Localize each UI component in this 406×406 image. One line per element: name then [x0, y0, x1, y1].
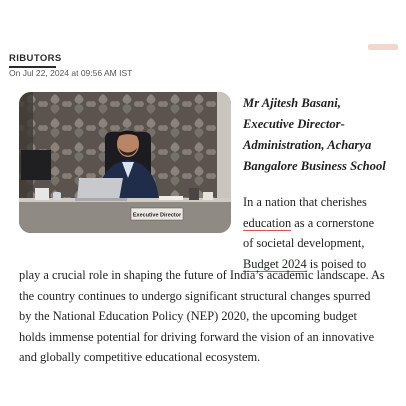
caption-line: Administration, Acharya	[243, 138, 372, 152]
paragraph-line: and globally competitive educational ecosystem.	[19, 350, 261, 364]
paragraph-line: play a crucial role in shaping the future of India’s academic landscape. As	[19, 268, 385, 282]
caption-line: Bangalore Business School	[243, 159, 386, 173]
article-body	[19, 265, 399, 368]
desk-nameplate: Executive Director	[132, 212, 182, 219]
article-photo	[19, 92, 231, 233]
article-intro	[243, 192, 398, 274]
header-decoration	[368, 44, 398, 50]
paragraph-line	[243, 233, 398, 254]
photo-caption	[243, 93, 393, 177]
education-link[interactable]: education	[243, 215, 292, 230]
publish-date: On Jul 22, 2024 at 09:56 AM IST	[9, 68, 133, 78]
paragraph-line: by the National Education Policy (NEP) 2020, the upcoming budget	[19, 309, 357, 323]
paragraph-line	[243, 213, 398, 234]
paragraph-line: the country continues to undergo significant structural changes spurred	[19, 288, 371, 303]
contributors-label[interactable]: RIBUTORS	[9, 53, 62, 64]
paragraph-line: holds immense potential for driving forward the vision of an innovative	[19, 329, 375, 344]
caption-line: Executive Director-	[243, 117, 345, 131]
caption-line: Mr Ajitesh Basani,	[243, 96, 341, 110]
text-run: of societal development,	[243, 236, 365, 250]
text-run: In a nation that cherishes	[243, 195, 367, 209]
budget-2024-link[interactable]: Budget 2024	[243, 256, 307, 271]
paragraph-line	[243, 192, 398, 213]
text-run: as a cornerstone	[291, 215, 375, 230]
text-run: is poised to	[306, 256, 367, 271]
